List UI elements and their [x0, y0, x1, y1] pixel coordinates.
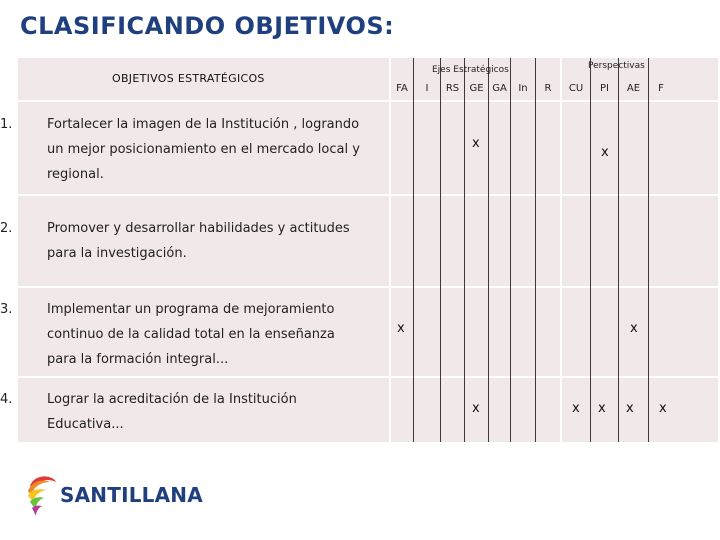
objective-text-line: un mejor posicionamiento en el mercado local y	[47, 142, 360, 157]
santillana-logo-icon	[24, 472, 60, 518]
column-header-ge: GE	[469, 83, 484, 94]
objective-text-line: para la formación integral...	[47, 352, 229, 367]
mark-row1-pi: x	[601, 145, 609, 160]
column-header-rs: RS	[445, 83, 460, 94]
column-header-fa: FA	[396, 83, 408, 94]
row-divider	[18, 376, 718, 378]
objective-text-line: Promover y desarrollar habilidades y actitudes	[47, 221, 350, 236]
column-divider	[648, 58, 649, 442]
column-header-cu: CU	[568, 83, 584, 94]
column-header-in: In	[518, 83, 528, 94]
mark-row4-ae: x	[626, 401, 634, 416]
objective-text-line: Educativa...	[47, 417, 124, 432]
mark-row4-ge: x	[472, 401, 480, 416]
column-header-pi: PI	[600, 83, 609, 94]
column-header-ae: AE	[626, 83, 641, 94]
ejes-group-header: Ejes Estratégicos	[432, 65, 509, 75]
column-divider	[413, 58, 414, 442]
objective-text-line: Lograr la acreditación de la Institución	[47, 392, 297, 407]
column-divider	[488, 58, 489, 442]
mark-row1-ge: x	[472, 136, 480, 151]
column-divider	[510, 58, 511, 442]
objectives-header: OBJETIVOS ESTRATÉGICOS	[112, 72, 265, 85]
column-header-r: R	[544, 83, 552, 94]
row-divider	[18, 286, 718, 288]
column-header-i: I	[425, 83, 429, 94]
row-divider	[18, 100, 718, 102]
column-divider	[389, 58, 391, 442]
column-divider	[618, 58, 619, 442]
objective-number: 4.	[0, 392, 13, 407]
column-header-f: F	[658, 83, 664, 94]
page-title: CLASIFICANDO OBJETIVOS:	[20, 12, 395, 40]
row-divider	[18, 194, 718, 196]
objective-text-line: para la investigación.	[47, 246, 187, 261]
mark-row3-ae: x	[630, 321, 638, 336]
santillana-logo-text: SANTILLANA	[60, 483, 203, 507]
column-header-ga: GA	[492, 83, 507, 94]
objective-text-line: regional.	[47, 167, 104, 182]
objective-text-line: continuo de la calidad total en la enseñanza	[47, 327, 335, 342]
objective-text-line: Fortalecer la imagen de la Institución , logrando	[47, 117, 360, 132]
mark-row4-f: x	[659, 401, 667, 416]
mark-row3-fa: x	[397, 321, 405, 336]
objective-number: 1.	[0, 117, 13, 132]
column-divider	[440, 58, 441, 442]
column-divider	[590, 58, 591, 442]
mark-row4-cu: x	[572, 401, 580, 416]
objective-number: 3.	[0, 302, 13, 317]
objective-text-line: Implementar un programa de mejoramiento	[47, 302, 335, 317]
mark-row4-pi: x	[598, 401, 606, 416]
objective-row-1	[0, 112, 360, 187]
santillana-logo	[24, 472, 203, 520]
column-divider	[535, 58, 536, 442]
objective-row-3	[0, 297, 335, 372]
objective-row-2	[0, 216, 350, 266]
perspectivas-group-header: Perspectivas	[588, 61, 645, 71]
column-divider	[560, 58, 562, 442]
objective-row-4	[0, 387, 297, 437]
objective-number: 2.	[0, 221, 13, 236]
column-divider	[464, 58, 465, 442]
